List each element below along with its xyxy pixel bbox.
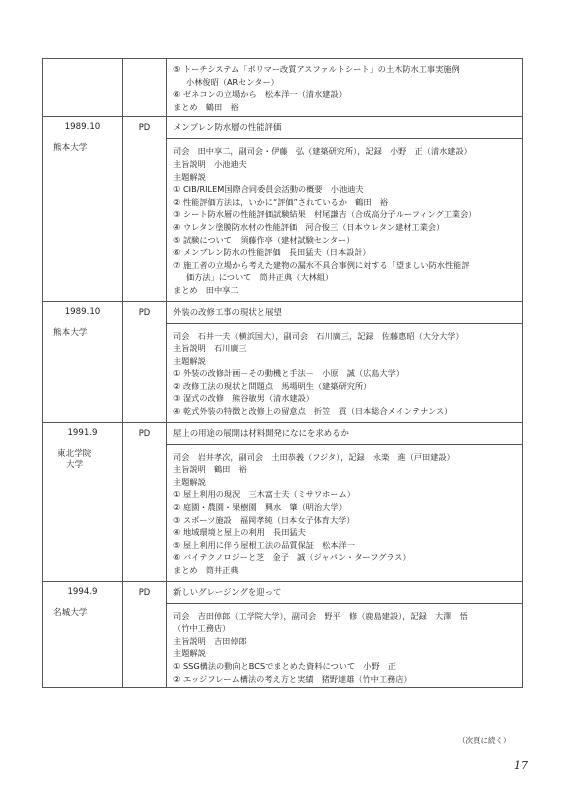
content-line: まとめ 鶴田 裕 [173, 101, 239, 112]
table-row [43, 301, 523, 422]
content-line: 主題解説 [173, 171, 206, 182]
content-line: ① 外装の改修計画－その動機と手法－ 小原 誠（広島大学） [173, 368, 405, 379]
content-line: ② 性能評価方法は，いかに“評価”されているか 鶴田 裕 [173, 196, 388, 207]
type-cell [123, 301, 167, 422]
session-type: PD [138, 427, 151, 438]
content-cell [167, 117, 523, 301]
type-cell [123, 581, 167, 688]
content-line: ① 屋上利用の現況 三木富士夫（ミサワホーム） [173, 489, 355, 500]
content-line: 主題解説 [173, 648, 206, 659]
date-place-cell [43, 422, 123, 581]
content-cell [167, 581, 523, 688]
content-line: 主題解説 [173, 355, 206, 366]
event-date: 1989.10 [64, 306, 101, 317]
content-line: 主題解説 [173, 476, 206, 487]
content-line: ③ シート防水層の性能評価試験結果 村尾謙吉（合成高分子ルーフィング工業会） [173, 209, 477, 220]
content-line: ④ 地域環境と屋上の利用 長田猛夫 [173, 527, 306, 538]
content-line: 主旨説明 小池迪夫 [173, 158, 247, 169]
content-cell [167, 422, 523, 581]
session-title: 外装の改修工事の現状と展望 [167, 302, 522, 324]
content-line: ③ 湿式の改修 熊谷敏男（清水建設） [173, 393, 314, 404]
content-line: ② エッジフレーム構法の考え方と実績 猪野達雄（竹中工務店） [173, 673, 412, 684]
content-cell [167, 301, 523, 422]
content-line: ⑥ ゼネコンの立場から 松本洋一（清水建設） [173, 89, 347, 100]
event-venue: 名城大学 [53, 607, 88, 618]
event-date: 1989.10 [64, 122, 101, 133]
content-line: ⑤ 試験について 須藤作亭（建材試験センター） [173, 234, 355, 245]
symposium-schedule-table [42, 58, 523, 688]
content-line: ⑤ トーチシステム「ポリマー改質アスファルトシート」の土木防水工事実施例 [173, 64, 460, 74]
content-line: ⑥ バイテクノロジーと芝 金子 誠（ジャパン・ターフグラス） [173, 552, 411, 563]
type-cell [123, 117, 167, 301]
content-line: ② 改修工法の現状と問題点 馬場明生（建築研究所） [173, 380, 372, 391]
content-line: 価方法」について 筒井正典（大林組） [186, 272, 334, 283]
content-line: 司会 吉田倬郎（工学院大学），副司会 野平 修（鹿島建設），記録 大澤 悟 [173, 610, 468, 621]
date-place-cell [43, 59, 123, 117]
content-line: ③ スポーツ施設 福岡孝純（日本女子体育大学） [173, 514, 355, 525]
session-title: メンブレン防水層の性能評価 [167, 117, 522, 139]
content-line: ④ 乾式外装の特徴と改修上の留意点 折笠 貢（日本総合メインテナンス） [173, 406, 453, 417]
content-line: 主旨説明 吉田倬郎 [173, 635, 247, 646]
event-venue-line: 大学 [66, 459, 84, 470]
session-title: 新しいグレージングを迎って [167, 582, 522, 604]
date-place-cell [43, 301, 123, 422]
event-venue [43, 444, 122, 471]
event-date: 1994.9 [67, 586, 98, 597]
content-line: 司会 岩井孝次，副司会 土田恭義（フジタ），記録 永楽 進（戸田建設） [173, 451, 455, 462]
content-line: （竹中工務店） [173, 623, 231, 634]
content-line: まとめ 筒井正典 [173, 565, 239, 575]
event-venue: 熊本大学 [53, 143, 88, 154]
content-line: ① CIB/RILEM国際合同委員会活動の概要 小池迪夫 [173, 184, 364, 195]
table-row [43, 117, 523, 301]
date-place-cell [43, 581, 123, 688]
content-line: まとめ 田中享二 [173, 284, 239, 295]
table-row [43, 422, 523, 581]
type-cell [123, 59, 167, 117]
content-line: ① SSG構法の動向とBCSでまとめた資料について 小野 正 [173, 660, 397, 671]
content-line: ⑦ 施工者の立場から考えた建物の漏水不具合事例に対する「望ましい防水性能評 [173, 259, 470, 270]
content-line: 司会 田中享二，副司会・伊藤 弘（建築研究所），記録 小野 正（清水建設） [173, 146, 472, 157]
continued-on-next-page-note: （次頁に続く） [458, 736, 511, 745]
session-type: PD [138, 122, 151, 133]
event-venue-line: 東北学院 [57, 448, 92, 459]
content-line: ⑥ メンブレン防水の性能評価 長田猛夫（日本設計） [173, 247, 371, 258]
content-line: ④ ウレタン塗膜防水材の性能評価 河合俊三（日本ウレタン建材工業会） [173, 221, 445, 232]
table-row [43, 581, 523, 688]
type-cell [123, 422, 167, 581]
event-venue: 熊本大学 [53, 327, 88, 338]
session-type: PD [138, 306, 151, 317]
session-type: PD [138, 586, 151, 597]
event-date: 1991.9 [67, 427, 98, 438]
date-place-cell [43, 117, 123, 301]
table-row-continuation [43, 59, 523, 117]
page-number: 17 [514, 759, 528, 772]
content-line: 主旨説明 鶴田 裕 [173, 464, 247, 475]
content-line: 司会 石井一夫（横浜国大），副司会 石川廣三，記録 佐藤惠昭（大分大学） [173, 330, 464, 341]
content-line: ② 庭園・農園・果樹園 興水 肇（明治大学） [173, 502, 347, 513]
content-cell [167, 59, 523, 117]
content-line: ⑤ 屋上利用に伴う屋根工法の品質保証 松本洋一 [173, 539, 355, 550]
content-line: 小林俊昭（ARセンター） [186, 76, 279, 87]
session-title: 屋上の用途の展開は材料開発になにを求めるか [167, 423, 522, 445]
content-line: 主旨説明 石川廣三 [173, 343, 247, 354]
